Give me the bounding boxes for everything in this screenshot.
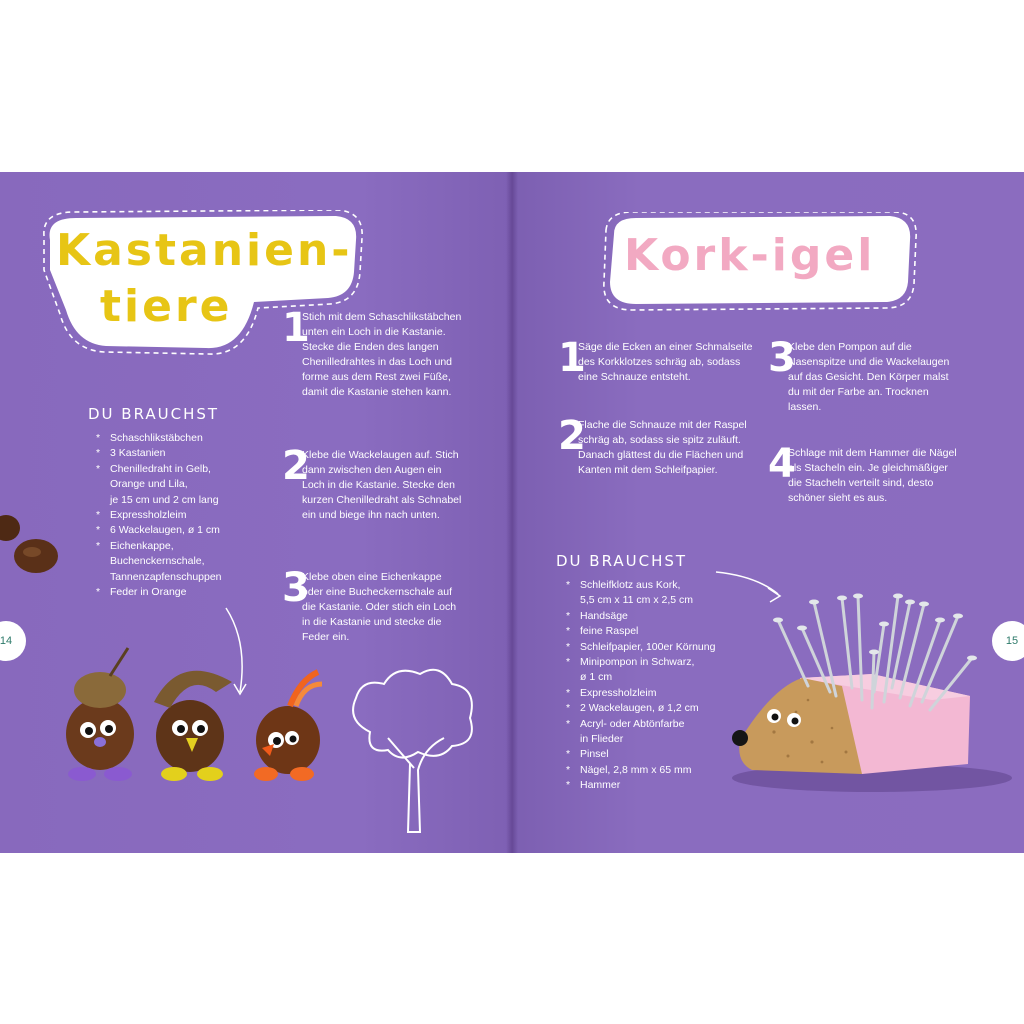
step-number: 2 — [282, 443, 310, 489]
step-number: 4 — [768, 441, 796, 487]
needs-title-right: DU BRAUCHST — [556, 552, 688, 570]
step-text: Stich mit dem Schaschlikstäbchen unten ein Loch in die Kastanie. Stecke die Enden des langen Chenilledrahtes in das Loch und forme aus dem Rest zwei Füße, damit die Kastanie stehen kann. — [302, 311, 462, 398]
list-item: * Expressholzleim — [96, 508, 266, 523]
list-item: in Flieder — [580, 733, 624, 746]
list-item: Buchenckernschale, — [110, 555, 205, 568]
list-item: * Expressholzleim — [566, 686, 756, 701]
step-number: 1 — [558, 335, 586, 381]
list-item: * Schaschlikstäbchen — [96, 431, 266, 446]
page-number-left: 14 — [0, 621, 26, 661]
list-item: * Schleifpapier, 100er Körnung — [566, 640, 756, 655]
list-item: * Feder in Orange — [96, 585, 266, 600]
title-line-2: tiere — [100, 281, 233, 332]
list-item: * 6 Wackelaugen, ø 1 cm — [96, 523, 266, 538]
step-number: 3 — [282, 565, 310, 611]
page-number-right: 15 — [992, 621, 1024, 661]
needs-title-left: DU BRAUCHST — [88, 405, 220, 423]
left-illustrations — [0, 172, 512, 853]
list-item: * Handsäge — [566, 609, 756, 624]
list-item: * 3 Kastanien — [96, 446, 266, 461]
step-text: Schlage mit dem Hammer die Nägel als Stacheln ein. Je gleichmäßiger die Stacheln verteilt sind, desto schöner sieht es aus. — [788, 447, 957, 504]
title-line-1: Kastanien- — [56, 225, 353, 276]
step-number: 2 — [558, 413, 586, 459]
list-item: * Chenilledraht in Gelb, — [96, 462, 266, 477]
list-item: * Acryl- oder Abtönfarbe — [566, 717, 756, 732]
list-item: * Hammer — [566, 778, 756, 793]
list-item: 5,5 cm x 11 cm x 2,5 cm — [580, 594, 694, 607]
step-text: Klebe oben eine Eichenkappe oder eine Bucheckernschale auf die Kastanie. Oder stich ein Loch in die Kastanie und stecke die Feder ein. — [302, 571, 457, 643]
title-right: Kork-igel — [624, 230, 876, 281]
list-item: * Minipompon in Schwarz, — [566, 655, 756, 670]
step-text: Klebe den Pompon auf die Nasenspitze und die Wackelaugen auf das Gesicht. Den Körper malst du mit der Farbe an. Trocknen lassen. — [788, 341, 950, 413]
list-item: * feine Raspel — [566, 624, 756, 639]
list-item: * Schleifklotz aus Kork, — [566, 578, 756, 593]
step-number: 1 — [282, 305, 310, 351]
list-item: * Pinsel — [566, 747, 756, 762]
list-item: Orange und Lila, — [110, 478, 188, 491]
list-item: * Eichenkappe, — [96, 539, 266, 554]
step-text: Flache die Schnauze mit der Raspel schräg ab, sodass sie spitz zuläuft. Danach glättest du die Flächen und Kanten mit dem Schleifpapier. — [578, 419, 747, 476]
step-text: Klebe die Wackelaugen auf. Stich dann zwischen den Augen ein Loch in die Kastanie. Stecke den kurzen Chenilledraht als Schnabel ein und biege ihn nach unten. — [302, 449, 462, 521]
list-item: * 2 Wackelaugen, ø 1,2 cm — [566, 701, 756, 716]
right-illustrations — [512, 172, 1024, 853]
step-text: Säge die Ecken an einer Schmalseite des Korkklotzes schräg ab, sodass eine Schnauze entsteht. — [578, 341, 753, 383]
list-item: ø 1 cm — [580, 671, 613, 684]
list-item: je 15 cm und 2 cm lang — [110, 493, 219, 506]
step-number: 3 — [768, 335, 796, 381]
list-item: * Nägel, 2,8 mm x 65 mm — [566, 763, 756, 778]
list-item: Tannenzapfenschuppen — [110, 570, 222, 583]
book-spread — [0, 172, 1024, 853]
